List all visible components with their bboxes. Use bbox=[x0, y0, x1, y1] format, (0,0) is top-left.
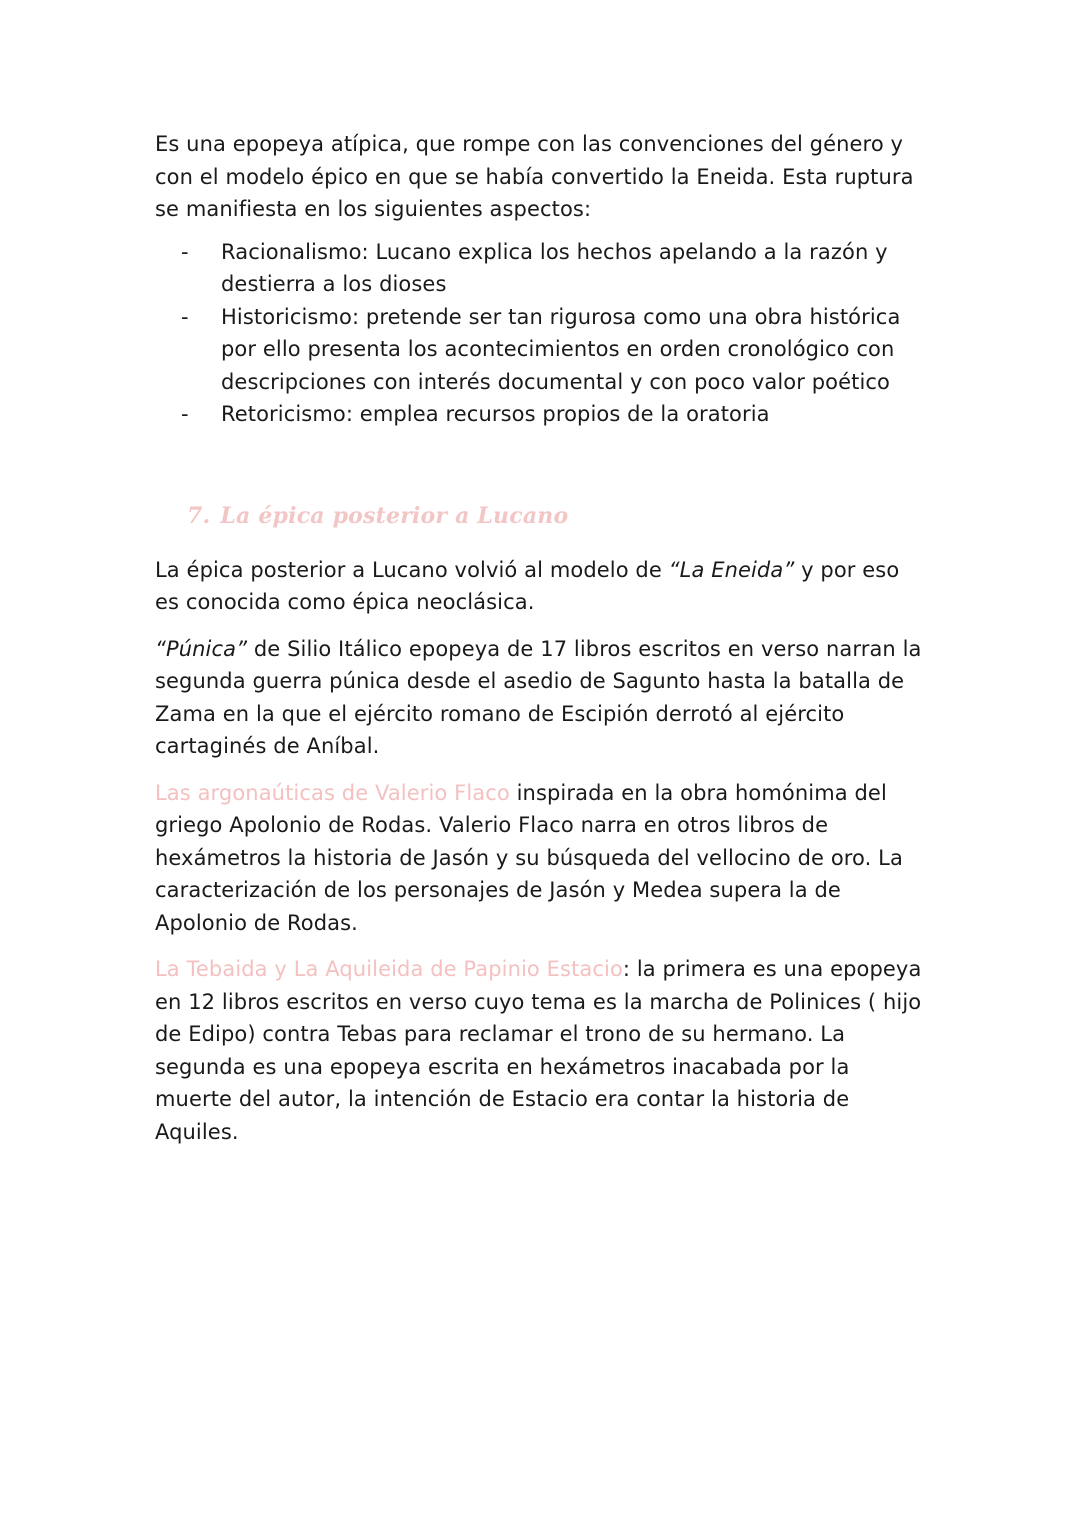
list-item-text: Historicismo: pretende ser tan rigurosa como una obra histórica por ello presenta los acontecimientos en orden cronológico con descripciones con interés documental y con poco valor poético bbox=[221, 304, 901, 394]
paragraph-neoclassical bbox=[155, 554, 925, 619]
argonauticas-highlight: Las argonaúticas de Valerio Flaco bbox=[155, 780, 510, 805]
paragraph-text: y por eso es conocida como épica neoclásica. bbox=[155, 557, 900, 614]
document-content bbox=[155, 128, 925, 1148]
list-dash: - bbox=[181, 304, 189, 329]
tebaida-highlight: La Tebaida y La Aquileida de Papinio Estacio bbox=[155, 957, 623, 981]
list-item-text: Racionalismo: Lucano explica los hechos apelando a la razón y destierra a los dioses bbox=[221, 239, 888, 296]
aspects-list bbox=[155, 236, 925, 431]
list-item bbox=[181, 398, 925, 431]
section-heading bbox=[187, 500, 925, 532]
list-dash: - bbox=[181, 402, 189, 426]
punica-quote: “Púnica” bbox=[155, 636, 248, 661]
paragraph-text: inspirada en la obra homónima del griego Apolonio de Rodas. Valerio Flaco narra en otros libros de hexámetros la historia de Jasón y su búsqueda del vellocino de oro. La caracterización de los personajes de Jasón y Medea supera la de Apolonio de Rodas. bbox=[155, 780, 903, 935]
intro-paragraph: Es una epopeya atípica, que rompe con las convenciones del género y con el modelo épico en que se había convertido la Eneida. Esta ruptura se manifiesta en los siguientes aspectos: bbox=[155, 132, 914, 221]
list-dash: - bbox=[181, 239, 189, 264]
list-item bbox=[181, 236, 925, 301]
section-title-text: La épica posterior a Lucano bbox=[220, 502, 569, 529]
list-item bbox=[181, 301, 925, 399]
paragraph-text: de Silio Itálico epopeya de 17 libros escritos en verso narran la segunda guerra púnica desde el asedio de Sagunto hasta la batalla de Zama en la que el ejército romano de Escipión derrotó al ejército cartaginés de Aníbal. bbox=[155, 636, 922, 758]
paragraph-text: : la primera es una epopeya en 12 libros escritos en verso cuyo tema es la marcha de Polinices ( hijo de Edipo) contra Tebas para reclamar el trono de su hermano. La segunda es una epopeya escrita en hexámetros inacabada por la muerte del autor, la intención de Estacio era contar la historia de Aquiles. bbox=[155, 957, 922, 1144]
paragraph-text: La épica posterior a Lucano volvió al modelo de bbox=[155, 557, 669, 582]
section-number: 7. bbox=[187, 502, 211, 529]
paragraph-argonauticas bbox=[155, 777, 925, 940]
paragraph-tebaida bbox=[155, 953, 925, 1148]
list-item-text: Retoricismo: emplea recursos propios de la oratoria bbox=[221, 402, 770, 426]
paragraph-punica bbox=[155, 633, 925, 763]
eneida-quote: “La Eneida” bbox=[668, 557, 795, 582]
